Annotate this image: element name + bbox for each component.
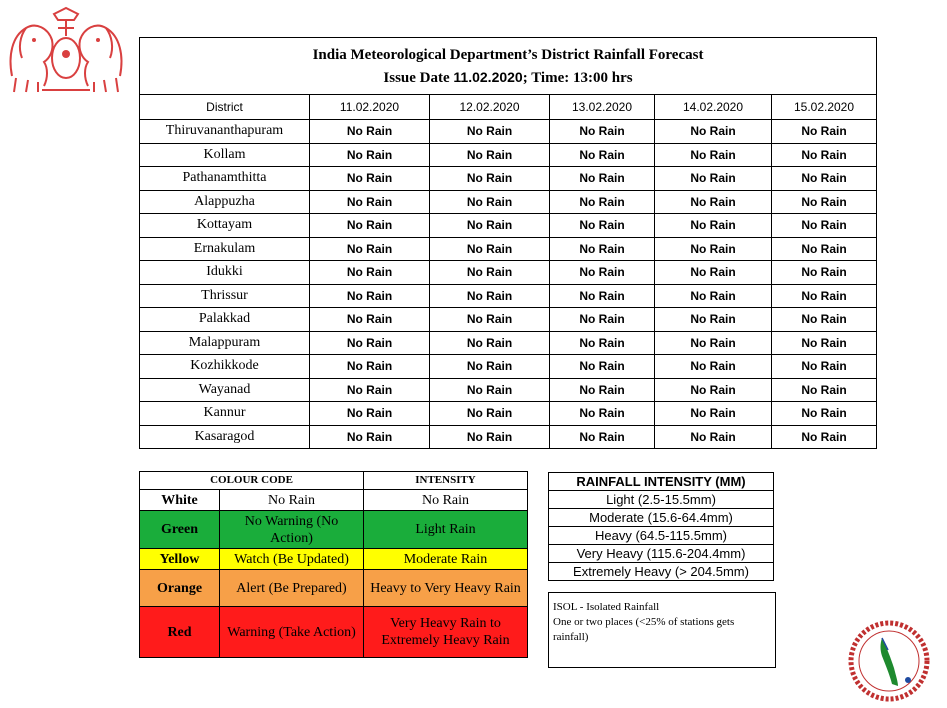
forecast-cell: No Rain: [550, 190, 655, 214]
forecast-cell: No Rain: [310, 355, 430, 379]
intensity-item: Moderate (15.6-64.4mm): [549, 509, 774, 527]
colour-code-header-row: [140, 472, 528, 490]
table-row: [140, 425, 877, 449]
forecast-cell: No Rain: [772, 284, 877, 308]
column-header: 13.02.2020: [550, 95, 655, 120]
rain-intensity: Moderate Rain: [364, 549, 528, 570]
column-header: District: [140, 95, 310, 120]
column-header: 14.02.2020: [655, 95, 772, 120]
district-name: Wayanad: [140, 378, 310, 402]
district-name: Kannur: [140, 402, 310, 426]
warning-level: No Warning (No Action): [220, 511, 364, 549]
rainfall-intensity-title: RAINFALL INTENSITY (MM): [549, 473, 774, 491]
table-row: [140, 261, 877, 285]
forecast-cell: No Rain: [430, 237, 550, 261]
forecast-cell: No Rain: [550, 261, 655, 285]
district-name: Kozhikkode: [140, 355, 310, 379]
table-row: [140, 214, 877, 238]
table-row: [140, 331, 877, 355]
column-header: 12.02.2020: [430, 95, 550, 120]
forecast-cell: No Rain: [655, 214, 772, 238]
forecast-cell: No Rain: [772, 167, 877, 191]
forecast-cell: No Rain: [550, 355, 655, 379]
forecast-cell: No Rain: [310, 402, 430, 426]
forecast-cell: No Rain: [655, 402, 772, 426]
forecast-cell: No Rain: [430, 331, 550, 355]
forecast-cell: No Rain: [310, 167, 430, 191]
forecast-cell: No Rain: [655, 167, 772, 191]
colour-code-table: [139, 471, 528, 658]
forecast-cell: No Rain: [550, 308, 655, 332]
district-name: Idukki: [140, 261, 310, 285]
colour-name: White: [140, 490, 220, 511]
forecast-cell: No Rain: [550, 120, 655, 144]
forecast-cell: No Rain: [772, 425, 877, 449]
forecast-cell: No Rain: [430, 167, 550, 191]
forecast-cell: No Rain: [310, 237, 430, 261]
intensity-item: Light (2.5-15.5mm): [549, 491, 774, 509]
district-name: Kottayam: [140, 214, 310, 238]
intensity-header: INTENSITY: [364, 472, 528, 490]
forecast-cell: No Rain: [655, 143, 772, 167]
forecast-cell: No Rain: [772, 143, 877, 167]
district-forecast-table: [139, 37, 877, 449]
forecast-cell: No Rain: [430, 261, 550, 285]
forecast-cell: No Rain: [550, 284, 655, 308]
issue-time: ; Time: 13:00 hrs: [522, 69, 633, 86]
isol-note-line2: One or two places (<25% of stations gets rainfall): [553, 616, 735, 643]
table-row: [140, 355, 877, 379]
forecast-cell: No Rain: [430, 214, 550, 238]
forecast-cell: No Rain: [550, 425, 655, 449]
table-row: [140, 167, 877, 191]
rain-intensity: Heavy to Very Heavy Rain: [364, 570, 528, 607]
district-name: Palakkad: [140, 308, 310, 332]
forecast-cell: No Rain: [430, 308, 550, 332]
colour-name: Green: [140, 511, 220, 549]
colour-name: Yellow: [140, 549, 220, 570]
forecast-cell: No Rain: [550, 402, 655, 426]
forecast-cell: No Rain: [655, 308, 772, 332]
column-header: 11.02.2020: [310, 95, 430, 120]
warning-level: No Rain: [220, 490, 364, 511]
district-name: Kasaragod: [140, 425, 310, 449]
forecast-cell: No Rain: [772, 402, 877, 426]
forecast-cell: No Rain: [655, 355, 772, 379]
forecast-cell: No Rain: [310, 284, 430, 308]
isol-note-line1: ISOL - Isolated Rainfall: [553, 601, 660, 613]
warning-level: Warning (Take Action): [220, 607, 364, 658]
table-row: [140, 190, 877, 214]
colour-code-row: [140, 490, 528, 511]
forecast-cell: No Rain: [550, 331, 655, 355]
forecast-cell: No Rain: [772, 378, 877, 402]
isol-note-box: [548, 592, 776, 668]
colour-code-row: [140, 607, 528, 658]
rain-intensity: No Rain: [364, 490, 528, 511]
forecast-cell: No Rain: [550, 378, 655, 402]
forecast-cell: No Rain: [430, 378, 550, 402]
forecast-cell: No Rain: [772, 331, 877, 355]
forecast-cell: No Rain: [550, 214, 655, 238]
rainfall-intensity-table: [548, 472, 774, 581]
warning-level: Watch (Be Updated): [220, 549, 364, 570]
table-row: [140, 402, 877, 426]
forecast-cell: No Rain: [772, 190, 877, 214]
forecast-cell: No Rain: [655, 237, 772, 261]
forecast-cell: No Rain: [430, 402, 550, 426]
intensity-item: Heavy (64.5-115.5mm): [549, 527, 774, 545]
forecast-cell: No Rain: [772, 261, 877, 285]
forecast-cell: No Rain: [550, 167, 655, 191]
colour-code-row: [140, 570, 528, 607]
district-name: Pathanamthitta: [140, 167, 310, 191]
colour-code-header: COLOUR CODE: [140, 472, 364, 490]
forecast-cell: No Rain: [430, 143, 550, 167]
forecast-title-cell: [140, 38, 877, 95]
forecast-cell: No Rain: [772, 355, 877, 379]
forecast-cell: No Rain: [310, 143, 430, 167]
column-header: 15.02.2020: [772, 95, 877, 120]
table-row: [140, 284, 877, 308]
forecast-cell: No Rain: [310, 120, 430, 144]
forecast-cell: No Rain: [310, 331, 430, 355]
forecast-cell: No Rain: [310, 214, 430, 238]
forecast-cell: No Rain: [430, 190, 550, 214]
district-name: Ernakulam: [140, 237, 310, 261]
table-row: [140, 143, 877, 167]
forecast-cell: No Rain: [655, 261, 772, 285]
forecast-cell: No Rain: [430, 355, 550, 379]
kerala-emblem-icon: [4, 6, 128, 98]
forecast-cell: No Rain: [310, 308, 430, 332]
district-name: Malappuram: [140, 331, 310, 355]
forecast-header-row: [140, 95, 877, 120]
forecast-cell: No Rain: [772, 214, 877, 238]
district-name: Thiruvananthapuram: [140, 120, 310, 144]
rain-intensity: Very Heavy Rain to Extremely Heavy Rain: [364, 607, 528, 658]
forecast-cell: No Rain: [655, 284, 772, 308]
colour-code-row: [140, 511, 528, 549]
forecast-issue-line: [140, 66, 876, 89]
forecast-cell: No Rain: [550, 237, 655, 261]
forecast-title: India Meteorological Department’s District Rainfall Forecast: [312, 46, 704, 63]
issue-date: 11.02.2020: [453, 68, 523, 85]
forecast-cell: No Rain: [430, 284, 550, 308]
forecast-cell: No Rain: [430, 425, 550, 449]
forecast-cell: No Rain: [655, 120, 772, 144]
rain-intensity: Light Rain: [364, 511, 528, 549]
district-name: Thrissur: [140, 284, 310, 308]
forecast-cell: No Rain: [772, 308, 877, 332]
forecast-cell: No Rain: [430, 120, 550, 144]
forecast-cell: No Rain: [310, 261, 430, 285]
warning-level: Alert (Be Prepared): [220, 570, 364, 607]
forecast-cell: No Rain: [655, 190, 772, 214]
forecast-cell: No Rain: [310, 425, 430, 449]
table-row: [140, 378, 877, 402]
forecast-cell: No Rain: [550, 143, 655, 167]
district-name: Kollam: [140, 143, 310, 167]
forecast-cell: No Rain: [310, 378, 430, 402]
colour-code-row: [140, 549, 528, 570]
forecast-cell: No Rain: [310, 190, 430, 214]
colour-name: Orange: [140, 570, 220, 607]
forecast-cell: No Rain: [655, 331, 772, 355]
district-name: Alappuzha: [140, 190, 310, 214]
forecast-cell: No Rain: [655, 425, 772, 449]
table-row: [140, 237, 877, 261]
colour-name: Red: [140, 607, 220, 658]
issue-label: Issue Date: [383, 69, 454, 86]
forecast-cell: No Rain: [772, 120, 877, 144]
table-row: [140, 120, 877, 144]
intensity-item: Very Heavy (115.6-204.4mm): [549, 545, 774, 563]
forecast-cell: No Rain: [655, 378, 772, 402]
forecast-cell: No Rain: [772, 237, 877, 261]
kerala-map-seal-icon: [846, 620, 932, 702]
table-row: [140, 308, 877, 332]
intensity-item: Extremely Heavy (> 204.5mm): [549, 563, 774, 581]
